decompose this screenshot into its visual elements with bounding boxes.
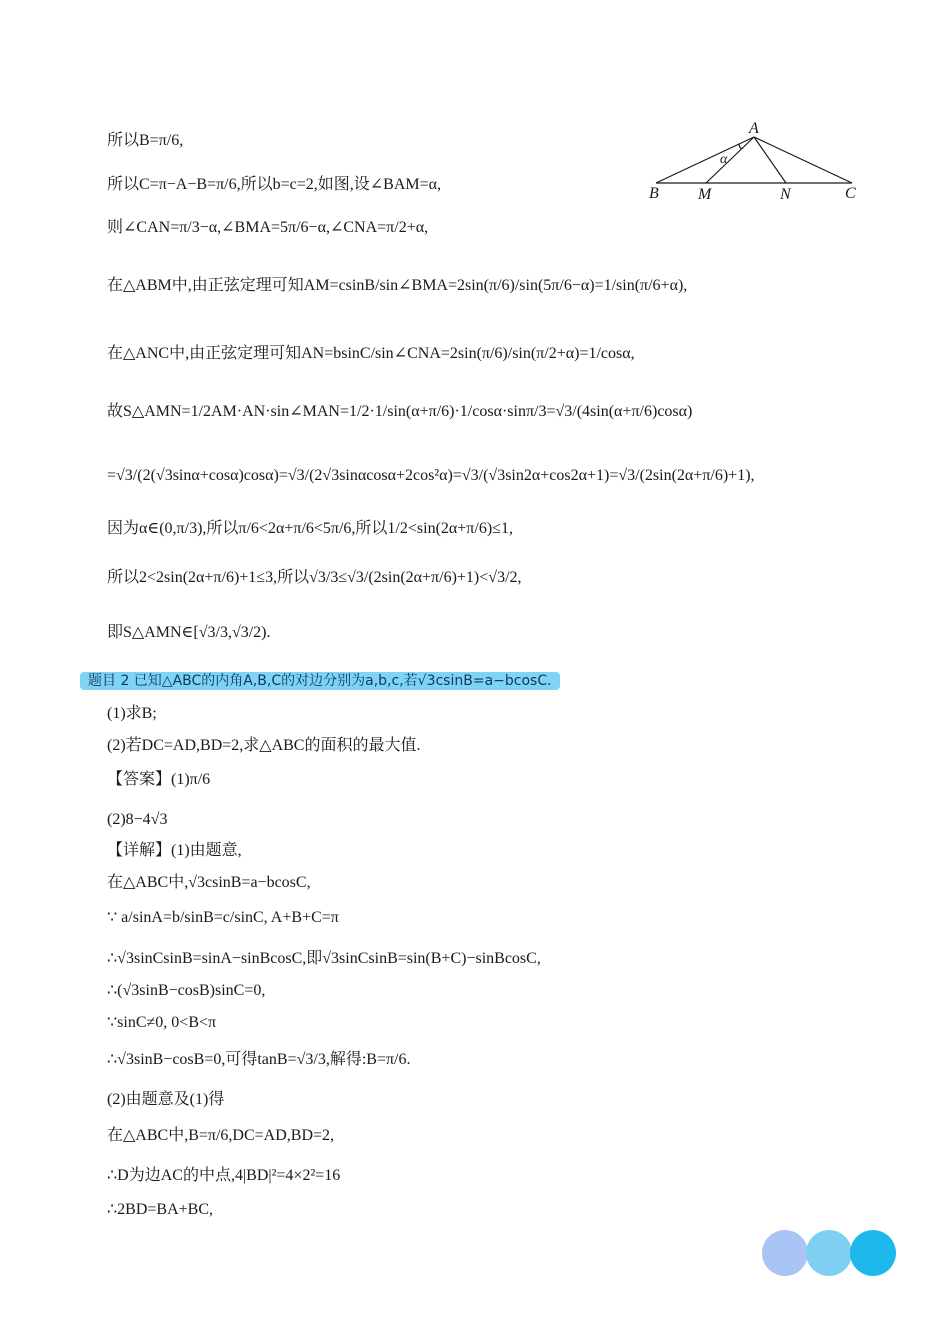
question-tag: 题目 2 已知△ABC的内角A,B,C的对边分别为a,b,c,若√3csinB=a−bcosC.	[80, 672, 560, 690]
detail-line-5: ∵sinC≠0, 0<B<π	[107, 1014, 217, 1031]
line-part1: (1)求B;	[107, 705, 157, 722]
line-4: 在△ABM中,由正弦定理可知AM=csinB/sin∠BMA=2sin(π/6)/sin(5π/6−α)=1/sin(π/6+α),	[107, 277, 688, 294]
detail-line-10: ∴2BD=BA+BC,	[107, 1201, 214, 1218]
label-b: B	[649, 185, 659, 202]
detail-line-1: 在△ABC中,√3csinB=a−bcosC,	[107, 874, 311, 891]
side-ac	[754, 137, 852, 183]
segment-am	[706, 137, 754, 183]
detail-line-6: ∴√3sinB−cosB=0,可得tanB=√3/3,解得:B=π/6.	[107, 1051, 411, 1068]
line-part2: (2)若DC=AD,BD=2,求△ABC的面积的最大值.	[107, 737, 421, 754]
detail-start: 【详解】(1)由题意,	[107, 842, 242, 859]
label-n: N	[780, 186, 791, 203]
label-m: M	[698, 186, 712, 203]
line-1: 所以B=π/6,	[107, 132, 184, 149]
detail-line-9: ∴D为边AC的中点,4|BD|²=4×2²=16	[107, 1167, 341, 1184]
line-10: 即S△AMN∈[√3/3,√3/2).	[107, 624, 271, 641]
detail-line-2: ∵ a/sinA=b/sinB=c/sinC, A+B+C=π	[107, 909, 339, 926]
label-c: C	[845, 185, 856, 202]
triangle-diagram	[640, 115, 870, 205]
question-header	[80, 672, 560, 690]
deco-circle-3	[850, 1230, 896, 1276]
detail-line-8: 在△ABC中,B=π/6,DC=AD,BD=2,	[107, 1127, 335, 1144]
answer-1: 【答案】(1)π/6	[107, 771, 211, 788]
line-9: 所以2<2sin(2α+π/6)+1≤3,所以√3/3≤√3/(2sin(2α+π/6)+1)<√3/2,	[107, 569, 522, 586]
line-7: =√3/(2(√3sinα+cosα)cosα)=√3/(2√3sinαcosα+2cos²α)=√3/(√3sin2α+cos2α+1)=√3/(2sin(2α+π/6)+1),	[107, 467, 755, 484]
deco-circle-2	[806, 1230, 852, 1276]
line-6: 故S△AMN=1/2AM·AN·sin∠MAN=1/2·1/sin(α+π/6)·1/cosα·sinπ/3=√3/(4sin(α+π/6)cosα)	[107, 403, 693, 420]
label-alpha: α	[720, 152, 728, 167]
label-a: A	[749, 120, 759, 137]
side-ab	[656, 137, 754, 183]
detail-line-7: (2)由题意及(1)得	[107, 1091, 225, 1108]
line-5: 在△ANC中,由正弦定理可知AN=bsinC/sin∠CNA=2sin(π/6)/sin(π/2+α)=1/cosα,	[107, 345, 635, 362]
detail-line-4: ∴(√3sinB−cosB)sinC=0,	[107, 982, 266, 999]
angle-arc	[739, 144, 743, 149]
deco-circle-1	[762, 1230, 808, 1276]
line-3: 则∠CAN=π/3−α,∠BMA=5π/6−α,∠CNA=π/2+α,	[107, 219, 429, 236]
line-8: 因为α∈(0,π/3),所以π/6<2α+π/6<5π/6,所以1/2<sin(2α+π/6)≤1,	[107, 520, 513, 537]
line-2: 所以C=π−A−B=π/6,所以b=c=2,如图,设∠BAM=α,	[107, 176, 442, 193]
detail-line-3: ∴√3sinCsinB=sinA−sinBcosC,即√3sinCsinB=sin(B+C)−sinBcosC,	[107, 950, 541, 967]
answer-2: (2)8−4√3	[107, 811, 168, 828]
